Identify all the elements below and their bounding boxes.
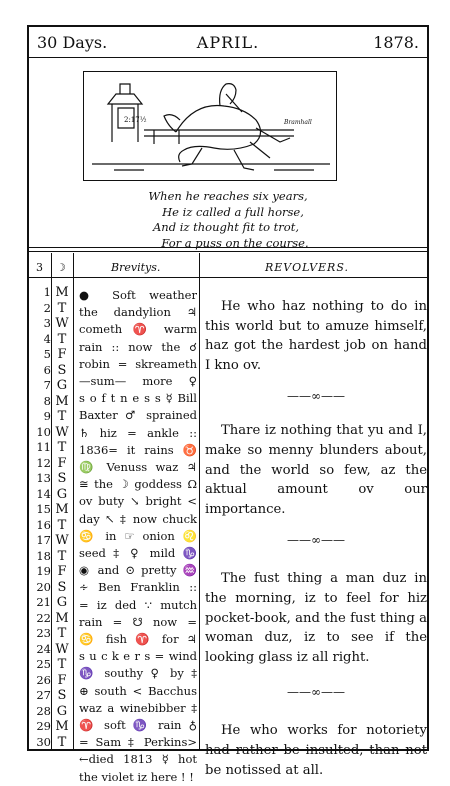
weekday-letter: S [57,688,67,703]
brevity-line: cometh ♈ warm [79,322,197,337]
brevity-line: ● Soft weather [79,288,197,302]
poem-line: When he reaches six years, [148,189,308,203]
day-number: 22 [36,610,51,625]
day-number: 11 [36,440,51,454]
brevity-line: ≅ the ☽ goddess Ω [79,477,197,492]
judges-stand [108,84,142,142]
brevity-line: ◉ and ⊙ pretty ♒ [79,563,197,578]
weekday-letter: M [55,610,69,626]
day-number: 21 [36,595,51,609]
jockey [220,84,242,112]
weekday-letter: T [57,409,67,424]
day-number: 27 [36,688,51,702]
page-header [29,27,427,58]
day-number: 9 [43,409,51,423]
brevity-line: seed ‡ ♀ mild ♑ [79,546,197,561]
column-divider [73,253,74,749]
day-number: 13 [36,471,51,485]
weekday-letter: W [55,316,69,331]
day-number: 25 [36,657,51,671]
day-number: 3 [43,316,51,330]
column-divider [199,253,200,749]
weekday-letter: G [56,486,68,502]
artist-signature: Bramhall [284,119,312,126]
brevitys-column [79,287,197,786]
brevity-line: ♍ Venuss waz ♃ [79,460,197,475]
day-number: 24 [36,641,51,656]
poem-line: He iz called a full horse, [162,204,304,219]
brevity-line: —sum— more ♀ [79,374,197,389]
weekday-letter: F [57,347,67,362]
almanac-page [27,25,429,784]
month-title: APRIL. [196,33,260,52]
weekday-letters [53,285,71,750]
ornament-divider: ——∞—— [287,389,345,404]
day-number: 18 [36,548,51,563]
weekday-letter: T [57,517,67,533]
brevity-line: ♑ southy ♀ by ‡ [79,666,197,681]
brevity-line: waz a winebibber ‡ [79,700,197,715]
brevity-line: 1836= it rains ♉ [79,442,197,457]
moon-column-head: ☽ [56,261,66,274]
weekday-letter: G [56,378,68,393]
day-number: 6 [43,362,51,377]
brevity-line: robin = skreameth [79,356,197,371]
racing-horse-illustration [83,71,337,181]
year: 1878. [373,33,419,52]
brevity-line: = iz ded ∵ mutch [79,597,197,612]
day-number: 29 [36,719,51,733]
day-number: 7 [43,378,51,392]
weekday-letter: T [57,300,67,316]
day-number: 23 [36,626,51,640]
day-column-head: 3 [36,261,43,274]
brevity-line: ♋ fish ♈ for ♃ [79,632,197,647]
brevity-line: ♈ soft ♑ rain ♁ [79,718,197,733]
day-numbers [29,285,51,750]
brevity-line: rain :: now the ☌ [79,339,197,354]
brevity-line: ←died 1813 ☿ hot [79,752,197,767]
weekday-letter: F [57,564,67,579]
weekday-letter: W [55,641,69,657]
brevity-line: = Sam ‡ Perkins> [79,735,197,750]
divider-rule [29,251,427,252]
revolvers-column-head: REVOLVERS. [265,261,349,274]
weekday-letter: M [55,719,69,734]
weekday-letter: M [55,393,69,409]
brevity-line: the violet iz here ! ! [79,769,194,784]
weekday-letter: M [55,502,69,517]
weekday-letter: T [57,548,67,564]
horse-body [176,106,261,162]
revolver-paragraph: Thare iz nothing that yu and I, make so menny blunders about, and the world so few, az the aktual amount ov our importance. [205,423,427,517]
day-number: 26 [36,672,51,687]
day-number: 20 [36,579,51,594]
weekday-letter: G [56,703,68,719]
brevitys-column-head: Brevitys. [111,261,161,274]
divider-rule [29,247,427,248]
brevity-line: ♄ hiz = ankle :: [79,425,197,440]
day-number: 12 [36,455,51,470]
revolvers-column [205,291,427,780]
day-number: 16 [36,517,51,532]
day-number: 14 [36,486,51,501]
brevity-line: the dandylion ♃ [79,305,197,320]
revolver-paragraph: He who works for notoriety had rather be insulted, than not be notissed at all. [205,723,427,778]
day-number: 19 [36,564,51,578]
brevity-line: ov buty ↘ bright < [79,494,197,509]
day-number: 8 [43,393,51,408]
brevity-line: s u c k e r s = wind [79,649,197,664]
day-number: 2 [43,300,51,315]
column-divider [51,253,52,749]
column-head-rule [29,277,427,278]
day-number: 15 [36,502,51,516]
weekday-letter: T [57,626,67,641]
day-number: 17 [36,533,51,547]
weekday-letter: F [57,672,67,688]
poem-line: And iz thought fit to trot, [153,220,299,234]
ornament-divider: ——∞—— [287,533,345,548]
day-number: 5 [43,347,51,361]
weekday-letter: T [57,331,67,347]
weekday-letter: W [55,533,69,548]
revolver-paragraph: The fust thing a man duz in the morning, iz to feel for hiz pocket-book, and the fust thing a woman duz, iz to see if the looking glass iz all right. [205,571,427,665]
brevity-line: s o f t n e s s ☿ Bill [79,391,197,406]
horse-jockey-drawing [84,72,337,181]
brevity-line: ⊕ south < Bacchus [79,683,197,698]
brevity-line: day ↖ ‡ now chuck [79,511,197,526]
weekday-letter: F [57,455,67,471]
revolver-paragraph: He who haz nothing to do in this world but to amuze himself, haz got the hardest job on hand I kno ov. [205,299,427,373]
weekday-letter: M [55,285,69,300]
ornament-divider: ——∞—— [287,685,345,700]
weekday-letter: S [57,362,67,378]
weekday-letter: T [57,657,67,672]
days-count: 30 Days. [37,33,108,52]
day-number: 1 [43,285,51,299]
weekday-letter: S [57,579,67,595]
weekday-letter: W [55,424,69,440]
day-number: 28 [36,703,51,718]
track-ground [92,164,330,170]
day-number: 4 [43,331,51,346]
brevity-line: Baxter ♂ sprained [79,408,197,423]
brevity-line: rain = ☋ now = [79,614,197,629]
brevity-line: ♋ in ☞ onion ♌ [79,528,197,543]
poem-line: For a puss on the course. [161,235,309,250]
weekday-letter: T [57,440,67,455]
day-number: 10 [36,424,51,439]
poem [29,189,427,251]
weekday-letter: T [57,734,67,750]
weekday-letter: G [56,595,68,610]
weekday-letter: S [57,471,67,486]
post-number: 2:17½ [124,116,147,124]
brevity-line: ∻ Ben Franklin :: [79,580,197,595]
day-number: 30 [36,734,51,749]
